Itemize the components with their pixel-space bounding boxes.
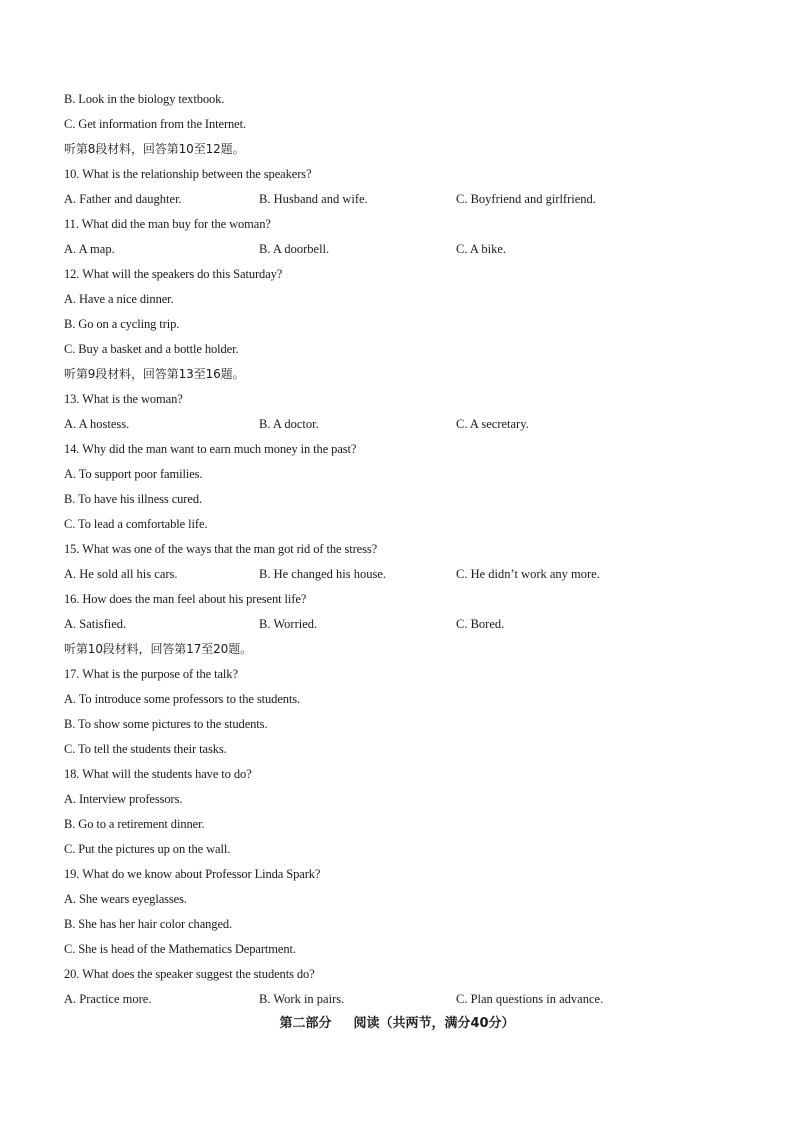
option-a: A. A hostess. — [64, 417, 130, 431]
question-text: 20. What does the speaker suggest the students do? — [64, 967, 315, 981]
option-b: B. Husband and wife. — [259, 192, 368, 206]
question-text: 15. What was one of the ways that the man got rid of the stress? — [64, 542, 378, 556]
option-b: B. Worried. — [259, 617, 318, 631]
option-a: A. Father and daughter. — [64, 192, 182, 206]
option-line: C. To tell the students their tasks. — [64, 742, 227, 756]
option-c: C. Boyfriend and girlfriend. — [456, 192, 596, 206]
option-line: B. Go on a cycling trip. — [64, 317, 180, 331]
option-c: C. Bored. — [456, 617, 505, 631]
question-text: 10. What is the relationship between the speakers? — [64, 167, 312, 181]
options-row — [64, 241, 764, 257]
options-row — [64, 191, 764, 207]
part-number: 第二部分 — [279, 1016, 332, 1031]
option-line: B. Go to a retirement dinner. — [64, 817, 205, 831]
question-text: 18. What will the students have to do? — [64, 767, 252, 781]
option-c: C. He didn’t work any more. — [456, 567, 600, 581]
option-line: C. She is head of the Mathematics Department. — [64, 942, 296, 956]
option-a: A. He sold all his cars. — [64, 567, 178, 581]
option-line: A. To support poor families. — [64, 467, 203, 481]
question-text: 19. What do we know about Professor Linda Spark? — [64, 867, 321, 881]
part-title: 阅读（共两节，满分40分） — [353, 1016, 515, 1031]
option-a: A. A map. — [64, 242, 115, 256]
option-c: C. A secretary. — [456, 417, 529, 431]
section-instruction: 听第8段材料，回答第10至12题。 — [64, 142, 245, 156]
option-line: B. Look in the biology textbook. — [64, 92, 225, 106]
question-text: 13. What is the woman? — [64, 392, 183, 406]
options-row — [64, 991, 764, 1007]
option-line: C. Get information from the Internet. — [64, 117, 247, 131]
option-line: C. Put the pictures up on the wall. — [64, 842, 231, 856]
options-row — [64, 416, 764, 432]
section-instruction: 听第9段材料，回答第13至16题。 — [64, 367, 245, 381]
question-text: 17. What is the purpose of the talk? — [64, 667, 238, 681]
option-line: B. To have his illness cured. — [64, 492, 202, 506]
option-line: A. Have a nice dinner. — [64, 292, 174, 306]
question-text: 12. What will the speakers do this Saturday? — [64, 267, 283, 281]
option-line: C. To lead a comfortable life. — [64, 517, 208, 531]
option-line: B. To show some pictures to the students. — [64, 717, 268, 731]
option-line: B. She has her hair color changed. — [64, 917, 233, 931]
question-text: 16. How does the man feel about his present life? — [64, 592, 307, 606]
option-line: C. Buy a basket and a bottle holder. — [64, 342, 239, 356]
question-text: 11. What did the man buy for the woman? — [64, 217, 271, 231]
option-c: C. Plan questions in advance. — [456, 992, 604, 1006]
option-b: B. He changed his house. — [259, 567, 387, 581]
option-b: B. A doorbell. — [259, 242, 330, 256]
option-a: A. Satisfied. — [64, 617, 127, 631]
options-row — [64, 566, 764, 582]
option-b: B. A doctor. — [259, 417, 319, 431]
options-row — [64, 616, 764, 632]
part-heading — [0, 1016, 794, 1032]
option-c: C. A bike. — [456, 242, 507, 256]
section-instruction: 听第10段材料，回答第17至20题。 — [64, 642, 253, 656]
option-a: A. Practice more. — [64, 992, 152, 1006]
option-line: A. She wears eyeglasses. — [64, 892, 187, 906]
question-text: 14. Why did the man want to earn much money in the past? — [64, 442, 357, 456]
option-b: B. Work in pairs. — [259, 992, 345, 1006]
option-line: A. Interview professors. — [64, 792, 183, 806]
option-line: A. To introduce some professors to the students. — [64, 692, 301, 706]
